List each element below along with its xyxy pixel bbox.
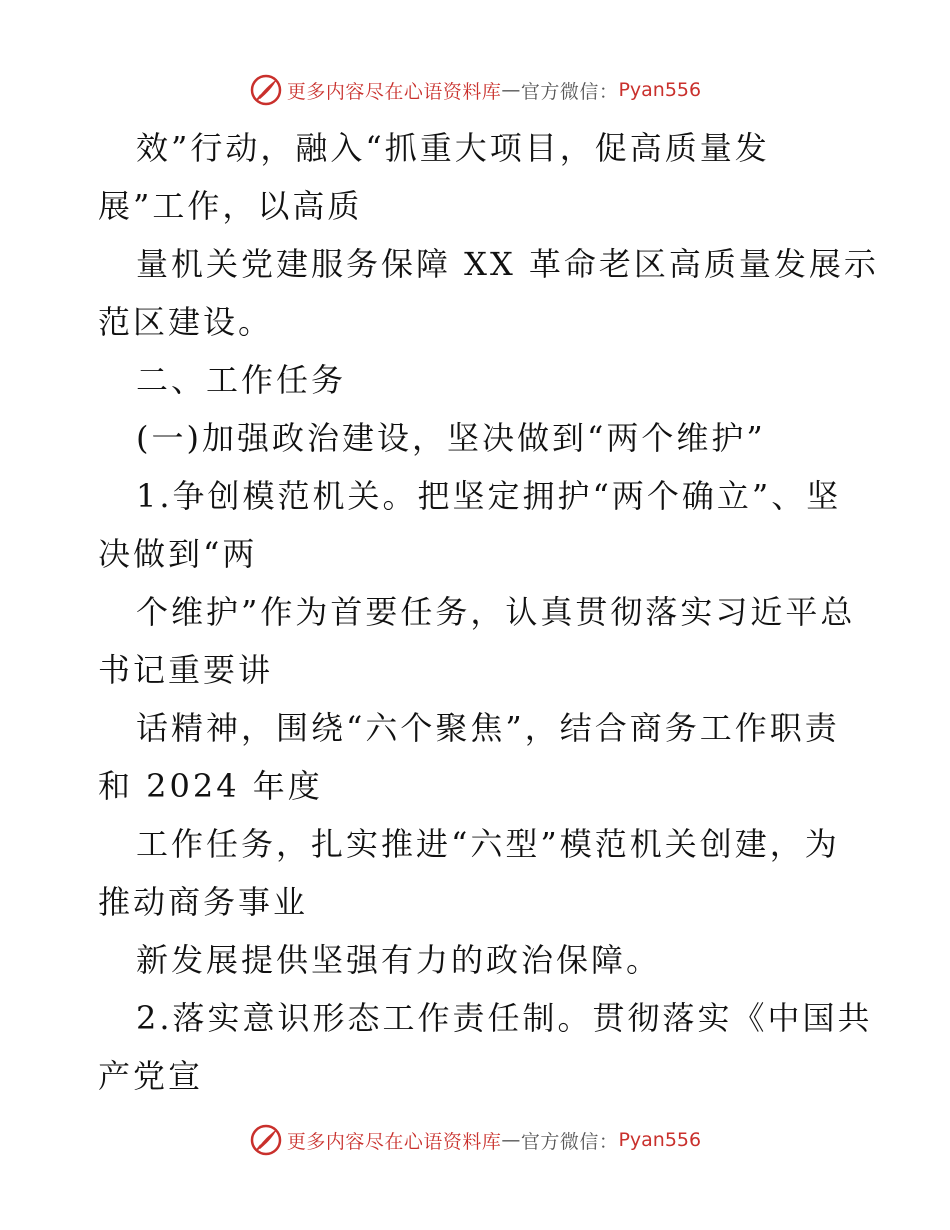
text-line: 工作任务，扎实推进“六型”模范机关创建，为 (136, 825, 840, 863)
banner-wechat-id: Pyan556 (618, 79, 702, 101)
text-line: 量机关党建服务保障 XX 革命老区高质量发展示 (136, 245, 879, 283)
banner-wechat-id: Pyan556 (618, 1129, 702, 1151)
quill-logo-icon (249, 73, 283, 107)
text-line: 产党宣 (98, 1057, 204, 1095)
banner-text: 更多内容尽在心语资料库 (286, 80, 502, 103)
banner-dash: — (501, 79, 521, 101)
text-line: 效”行动，融入“抓重大项目，促高质量发 (136, 129, 770, 167)
text-line: 新发展提供坚强有力的政治保障。 (136, 941, 662, 979)
banner-wechat-label: 官方微信： (520, 80, 619, 103)
subsection-heading: (一)加强政治建设，坚决做到“两个维护” (136, 419, 766, 457)
text-line: 和 2024 年度 (98, 767, 323, 805)
text-line: 范区建设。 (98, 303, 274, 341)
section-heading: 二、工作任务 (136, 361, 347, 399)
quill-logo-icon (249, 1123, 283, 1157)
text-line: 决做到“两 (98, 535, 258, 573)
text-line: 展”工作，以高质 (98, 187, 363, 225)
text-line: 个维护”作为首要任务，认真贯彻落实习近平总 (136, 593, 856, 631)
banner-dash: — (501, 1129, 521, 1151)
text-line: 书记重要讲 (98, 651, 274, 689)
header-banner (0, 70, 950, 110)
banner-text: 更多内容尽在心语资料库 (286, 1130, 502, 1153)
text-line: 推动商务事业 (98, 883, 309, 921)
banner-wechat-label: 官方微信： (520, 1130, 619, 1153)
text-line: 话精神，围绕“六个聚焦”，结合商务工作职责 (136, 709, 840, 747)
text-line: 1.争创模范机关。把坚定拥护“两个确立”、坚 (136, 477, 842, 515)
footer-banner (0, 1120, 950, 1160)
text-line: 2.落实意识形态工作责任制。贯彻落实《中国共 (136, 999, 873, 1037)
